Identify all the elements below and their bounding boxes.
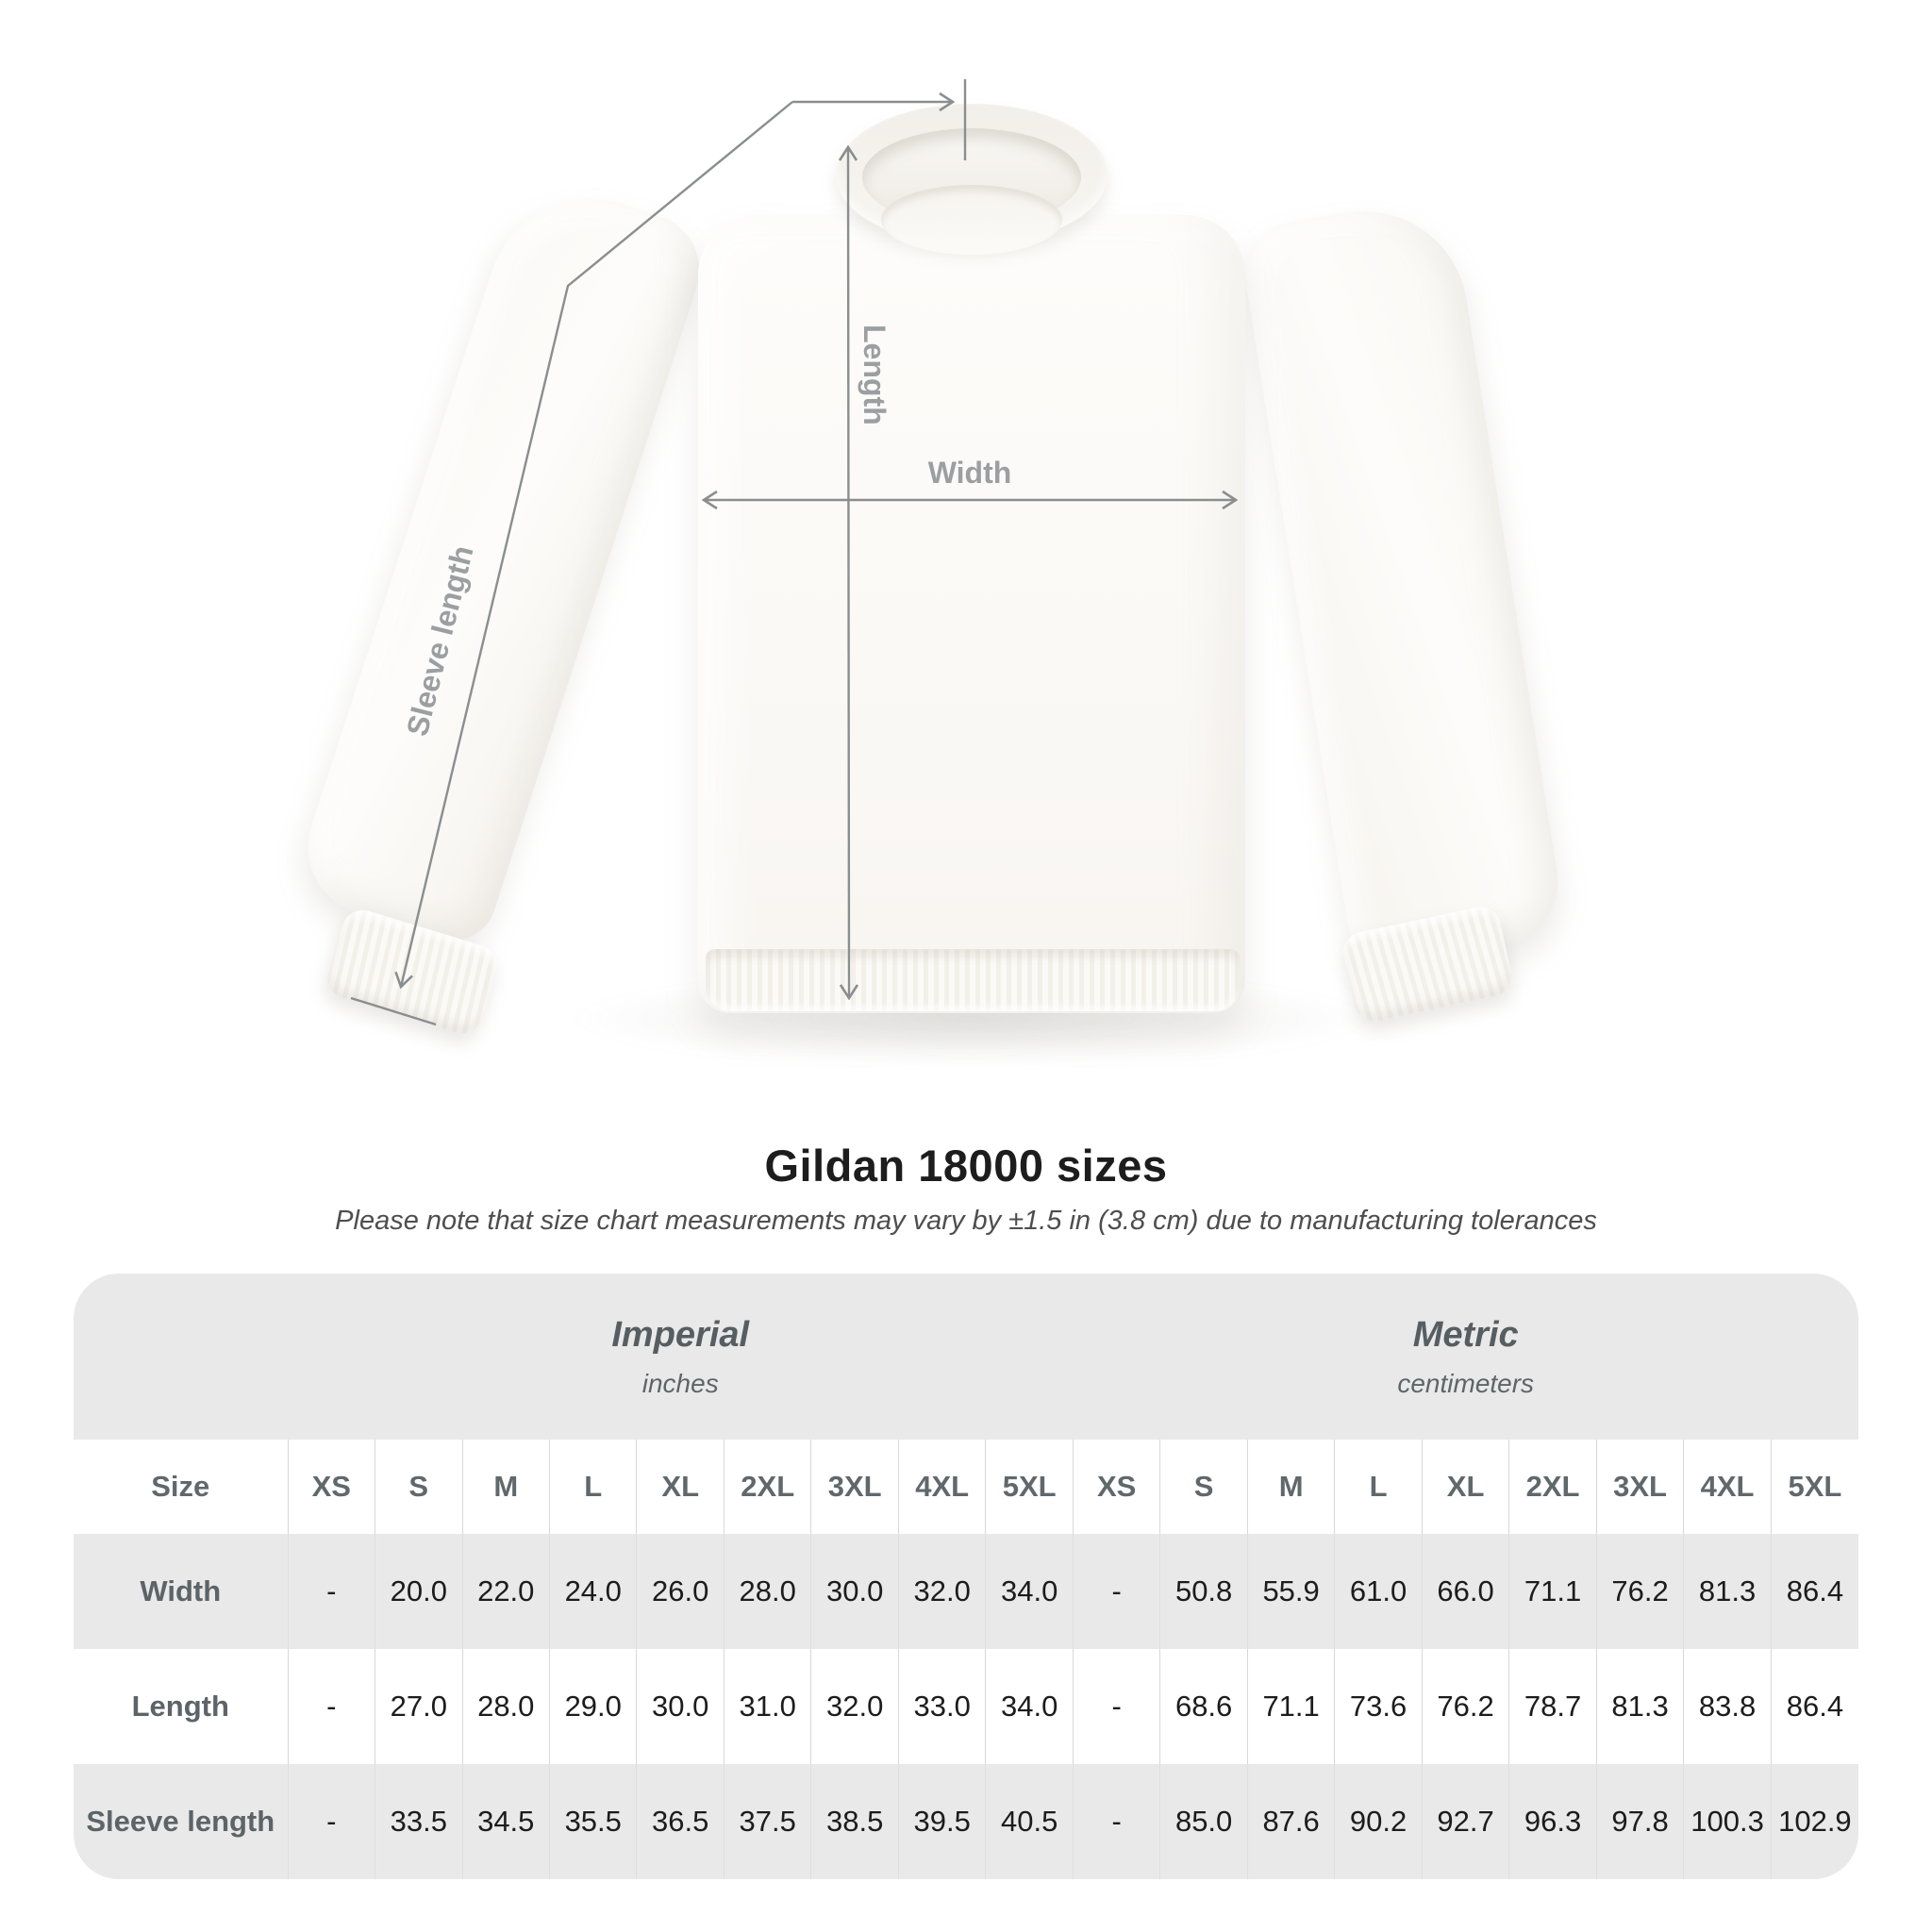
measurement-cell: 28.0 — [724, 1534, 810, 1649]
size-column-header: Size — [151, 1470, 210, 1503]
unit-band-spacer — [74, 1274, 288, 1440]
size-header-metric-4XL: 4XL — [1684, 1440, 1771, 1534]
page-title: Gildan 18000 sizes — [764, 1141, 1168, 1191]
size-header-imperial-XL: XL — [637, 1440, 724, 1534]
length-dimension-label: Length — [858, 325, 891, 425]
unit-band-row — [74, 1274, 1858, 1440]
measurement-cell: 35.5 — [550, 1764, 637, 1879]
size-header-metric-L: L — [1335, 1440, 1422, 1534]
size-header-imperial-XS: XS — [288, 1440, 375, 1534]
measurement-cell: 32.0 — [898, 1534, 985, 1649]
sleeve-dimension-label: Sleeve length — [399, 541, 480, 740]
measurement-cell: 61.0 — [1335, 1534, 1422, 1649]
sleeve-dimension-diagonal-line — [401, 102, 792, 987]
metric-unit-header — [1073, 1274, 1858, 1440]
imperial-label: Imperial — [611, 1314, 750, 1355]
size-header-metric-2XL: 2XL — [1509, 1440, 1596, 1534]
measurement-cell: 31.0 — [724, 1649, 810, 1764]
metric-unit: centimeters — [1397, 1368, 1535, 1398]
measurement-cell: 86.4 — [1771, 1534, 1858, 1649]
imperial-unit-header — [288, 1274, 1073, 1440]
measurement-label: Length — [131, 1690, 229, 1723]
measurement-cell: - — [1073, 1649, 1159, 1764]
measurement-cell: 26.0 — [637, 1534, 724, 1649]
measurement-cell: 36.5 — [637, 1764, 724, 1879]
size-header-metric-5XL: 5XL — [1771, 1440, 1858, 1534]
width-dimension-label: Width — [927, 456, 1012, 490]
measurement-cell: 27.0 — [375, 1649, 462, 1764]
measurement-cell: 22.0 — [462, 1534, 549, 1649]
measurement-cell: 96.3 — [1509, 1764, 1596, 1879]
measurement-cell: 34.0 — [986, 1649, 1073, 1764]
measurement-cell: 78.7 — [1509, 1649, 1596, 1764]
measurement-cell: - — [1073, 1764, 1159, 1879]
size-header-metric-S: S — [1160, 1440, 1247, 1534]
measurement-cell: 68.6 — [1160, 1649, 1247, 1764]
measurement-cell: 81.3 — [1596, 1649, 1683, 1764]
measurement-cell: 83.8 — [1684, 1649, 1771, 1764]
measurement-cell: 50.8 — [1160, 1534, 1247, 1649]
measurement-cell: 71.1 — [1247, 1649, 1334, 1764]
measurement-cell: 73.6 — [1335, 1649, 1422, 1764]
measurement-cell: 86.4 — [1771, 1649, 1858, 1764]
measurement-cell: - — [288, 1649, 375, 1764]
measurement-cell: 34.5 — [462, 1764, 549, 1879]
size-header-imperial-S: S — [375, 1440, 462, 1534]
measurement-cell: 32.0 — [811, 1649, 898, 1764]
measurement-cell: - — [288, 1764, 375, 1879]
measurement-cell: 81.3 — [1684, 1534, 1771, 1649]
measurement-cell: 102.9 — [1771, 1764, 1858, 1879]
measurement-row-length — [74, 1649, 1858, 1764]
metric-label: Metric — [1412, 1314, 1519, 1355]
measurement-cell: 30.0 — [637, 1649, 724, 1764]
measurement-row-sleeve-length — [74, 1764, 1858, 1879]
measurement-cell: 37.5 — [724, 1764, 810, 1879]
size-header-imperial-2XL: 2XL — [724, 1440, 810, 1534]
imperial-unit: inches — [641, 1368, 719, 1398]
size-header-imperial-L: L — [550, 1440, 637, 1534]
measurement-cell: 34.0 — [986, 1534, 1073, 1649]
measurement-cell: 66.0 — [1422, 1534, 1508, 1649]
size-header-metric-XS: XS — [1073, 1440, 1159, 1534]
measurement-cell: 29.0 — [550, 1649, 637, 1764]
size-header-imperial-4XL: 4XL — [898, 1440, 985, 1534]
measurement-cell: 100.3 — [1684, 1764, 1771, 1879]
measurement-cell: 55.9 — [1247, 1534, 1334, 1649]
measurement-cell: 76.2 — [1596, 1534, 1683, 1649]
measurement-cell: 20.0 — [375, 1534, 462, 1649]
tolerance-note: Please note that size chart measurements may vary by ±1.5 in (3.8 cm) due to manufacturing tolerances — [335, 1206, 1597, 1236]
measurement-cell: 38.5 — [811, 1764, 898, 1879]
measurement-cell: 92.7 — [1422, 1764, 1508, 1879]
measurement-cell: 87.6 — [1247, 1764, 1334, 1879]
size-header-metric-XL: XL — [1422, 1440, 1508, 1534]
measurement-cell: 71.1 — [1509, 1534, 1596, 1649]
size-header-imperial-3XL: 3XL — [811, 1440, 898, 1534]
measurement-label: Width — [140, 1574, 222, 1607]
measurement-cell: 76.2 — [1422, 1649, 1508, 1764]
size-table — [74, 1274, 1858, 1879]
length-dimension-line — [848, 147, 849, 998]
measurement-row-width — [74, 1534, 1858, 1649]
size-header-metric-3XL: 3XL — [1596, 1440, 1683, 1534]
measurement-cell: 28.0 — [462, 1649, 549, 1764]
measurement-cell: - — [1073, 1534, 1159, 1649]
size-header-row — [74, 1440, 1858, 1534]
measurement-cell: 33.0 — [898, 1649, 985, 1764]
size-header-imperial-M: M — [462, 1440, 549, 1534]
measurement-cell: - — [288, 1534, 375, 1649]
size-header-imperial-5XL: 5XL — [986, 1440, 1073, 1534]
measurement-cell: 24.0 — [550, 1534, 637, 1649]
measurement-cell: 30.0 — [811, 1534, 898, 1649]
measurement-cell: 39.5 — [898, 1764, 985, 1879]
measurement-cell: 85.0 — [1160, 1764, 1247, 1879]
measurement-cell: 90.2 — [1335, 1764, 1422, 1879]
measurement-cell: 97.8 — [1596, 1764, 1683, 1879]
measurement-cell: 40.5 — [986, 1764, 1073, 1879]
cuff-tick-line — [351, 998, 436, 1024]
measurement-cell: 33.5 — [375, 1764, 462, 1879]
measurement-label: Sleeve length — [86, 1805, 275, 1838]
size-header-metric-M: M — [1247, 1440, 1334, 1534]
